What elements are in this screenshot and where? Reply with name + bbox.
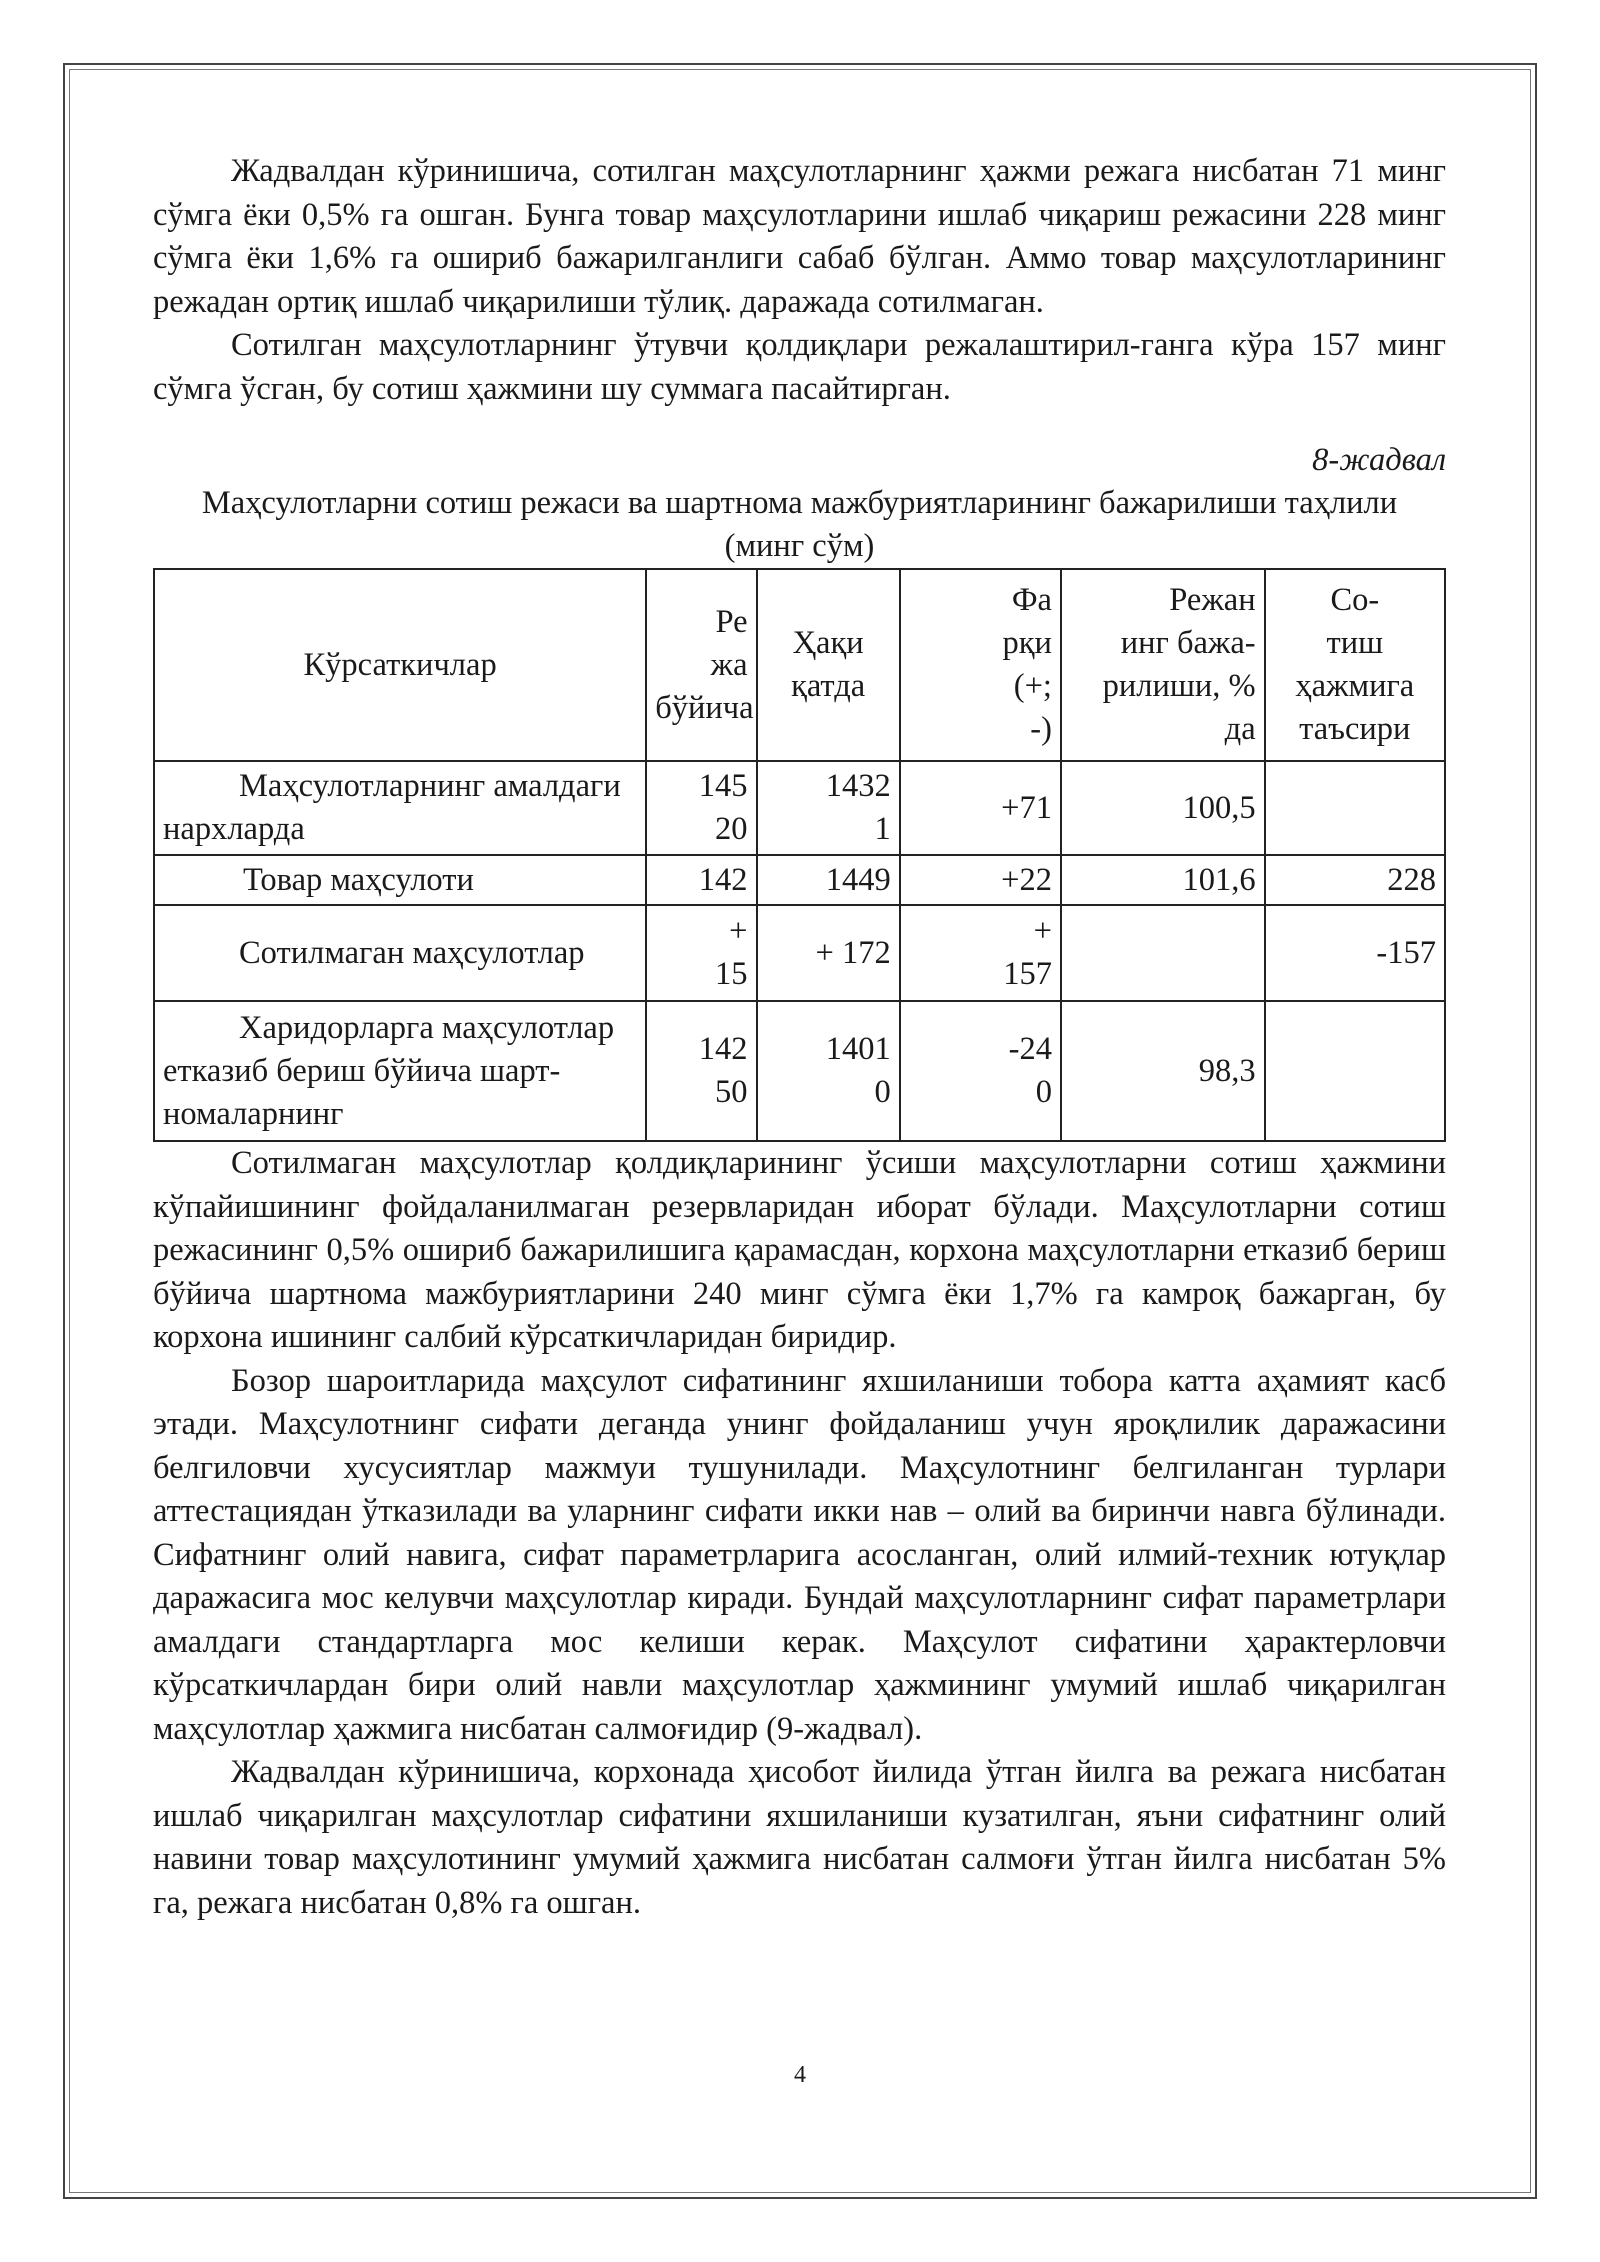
page-number: 4 xyxy=(794,2062,806,2088)
header-sales-effect: Со- тиш ҳажмига таъсири xyxy=(1265,569,1445,761)
row-label: Сотилмаган маҳсулотлар xyxy=(154,905,646,1001)
cell-difference: -24 0 xyxy=(900,1001,1061,1141)
paragraph: Сотилмаган маҳсулотлар қолдиқларининг ўсиши маҳсулотларни сотиш ҳажмини кўпайишининг фойдаланилмаган резервларидан иборат бўлади. Маҳсулотларни сотиш режасининг 0,5% ошириб бажарилишига қарамасдан, корхона маҳсулотларни етказиб бериш бўйича шартнома мажбуриятларини 240 минг сўмга ёки 1,7% га камроқ бажарган, бу корхона ишининг салбий кўрсаткичларидан биридир. xyxy=(153,1145,1446,1355)
cell-actual: 1449 xyxy=(757,855,900,905)
cell-actual: 1432 1 xyxy=(757,761,900,855)
row-label: Харидорларга маҳсулотлар етказиб бериш бўйича шарт-номаларнинг xyxy=(154,1001,646,1141)
cell-plan: 142 xyxy=(646,855,756,905)
header-plan: Ре жа бўйича xyxy=(646,569,756,761)
row-label: Маҳсулотларнинг амалдаги нархларда xyxy=(154,761,646,855)
table-number: 8-жадвал xyxy=(1312,442,1446,478)
header-difference: Фа рқи (+; -) xyxy=(900,569,1061,761)
data-table xyxy=(153,568,1446,1142)
table-row xyxy=(154,905,1445,1001)
table-row xyxy=(154,1001,1445,1141)
cell-effect: -157 xyxy=(1265,905,1445,1001)
paragraph: Жадвалдан кўринишича, сотилган маҳсулотларнинг ҳажми режага нисбатан 71 минг сўмга ёки 0,5% га ошган. Бунга товар маҳсулотларини ишлаб чиқариш режасини 228 минг сўмга ёки 1,6% га ошириб бажарилганлиги сабаб бўлган. Аммо товар маҳсулотларининг режадан ортиқ ишлаб чиқарилиши тўлиқ. даражада сотилмаган. xyxy=(153,153,1446,320)
header-indicators: Кўрсаткичлар xyxy=(154,569,646,761)
page-content xyxy=(153,150,1446,1925)
header-plan-fulfilment: Режан инг бажа- рилиши, % да xyxy=(1061,569,1265,761)
cell-difference: +71 xyxy=(900,761,1061,855)
cell-difference: +22 xyxy=(900,855,1061,905)
cell-fulfilment: 100,5 xyxy=(1061,761,1265,855)
paragraph: Бозор шароитларида маҳсулот сифатининг яхшиланиши тобора катта аҳамият касб этади. Маҳсулотнинг сифати деганда унинг фойдаланиш учун яроқлилик даражасини белгиловчи хусусиятлар мажмуи тушунилади. Маҳсулотнинг белгиланган турлари аттестациядан ўтказилади ва уларнинг сифати икки нав – олий ва биринчи навга бўлинади. Сифатнинг олий навига, сифат параметрларига асосланган, олий илмий-техник ютуқлар даражасига мос келувчи маҳсулотлар киради. Бундай маҳсулотларнинг сифат параметрлари амалдаги стандартларга мос келиши керак. Маҳсулот сифатини ҳарактерловчи кўрсаткичлардан бири олий навли маҳсулотлар ҳажмининг умумий ишлаб чиқарилган маҳсулотлар ҳажмига нисбатан салмоғидир (9-жадвал). xyxy=(153,1362,1446,1747)
row-label: Товар маҳсулоти xyxy=(154,855,646,905)
cell-fulfilment xyxy=(1061,905,1265,1001)
cell-effect xyxy=(1265,761,1445,855)
table-row xyxy=(154,855,1445,905)
cell-plan: + 15 xyxy=(646,905,756,1001)
table-row xyxy=(154,761,1445,855)
cell-fulfilment: 101,6 xyxy=(1061,855,1265,905)
header-actual: Ҳақи қатда xyxy=(757,569,900,761)
cell-actual: 1401 0 xyxy=(757,1001,900,1141)
cell-effect: 228 xyxy=(1265,855,1445,905)
cell-difference: + 157 xyxy=(900,905,1061,1001)
table-header-row xyxy=(154,569,1445,761)
cell-plan: 145 20 xyxy=(646,761,756,855)
cell-effect xyxy=(1265,1001,1445,1141)
paragraph: Сотилган маҳсулотларнинг ўтувчи қолдиқлари режалаштирил-ганга кўра 157 минг сўмга ўсган, бу сотиш ҳажмини шу суммага пасайтирган. xyxy=(153,327,1446,407)
cell-fulfilment: 98,3 xyxy=(1061,1001,1265,1141)
cell-actual: + 172 xyxy=(757,905,900,1001)
table-title: Маҳсулотларни сотиш режаси ва шартнома мажбуриятларининг бажарилиши таҳлили (минг сўм) xyxy=(201,485,1398,564)
paragraph: Жадвалдан кўринишича, корхонада ҳисобот йилида ўтган йилга ва режага нисбатан ишлаб чиқарилган маҳсулотлар сифатини яхшиланиши кузатилган, яъни сифатнинг олий навини товар маҳсулотининг умумий ҳажмига нисбатан салмоғи ўтган йилга нисбатан 5% га, режага нисбатан 0,8% га ошган. xyxy=(153,1754,1446,1921)
cell-plan: 142 50 xyxy=(646,1001,756,1141)
